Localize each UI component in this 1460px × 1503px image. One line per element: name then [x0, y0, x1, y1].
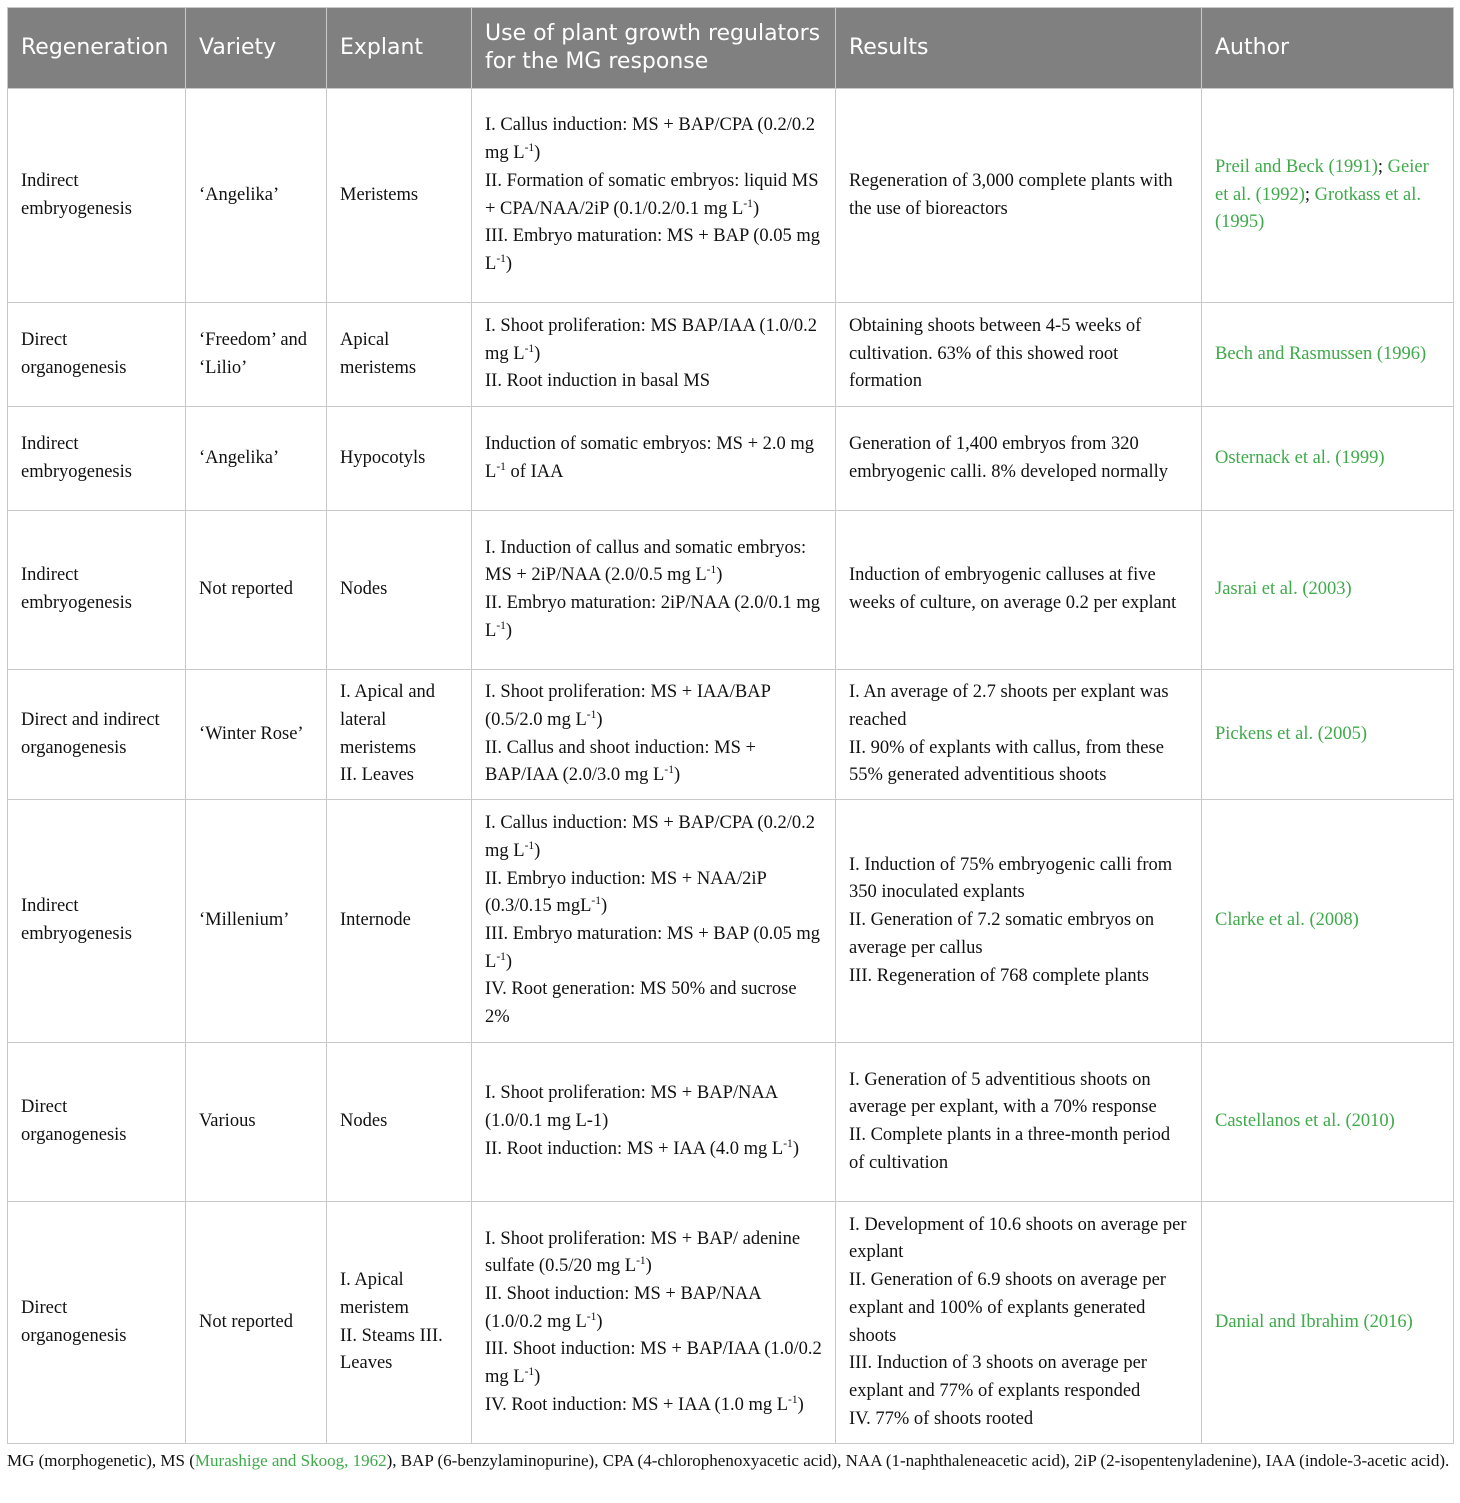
author-reference-link[interactable]: Jasrai et al. (2003) — [1215, 579, 1352, 600]
cell-results — [836, 407, 1202, 511]
table-row — [8, 89, 1454, 303]
table-row — [8, 670, 1454, 800]
cell-explant — [327, 1043, 472, 1202]
result-line: Regeneration of 3,000 complete plants with the use of bioreactors — [849, 170, 1173, 219]
cell-variety: ‘Freedom’ and ‘Lilio’ — [186, 303, 327, 407]
explant-line: II. Leaves — [340, 765, 414, 786]
cell-author — [1202, 1202, 1454, 1444]
regulator-line: II. Root induction in basal MS — [485, 371, 711, 392]
cell-explant — [327, 303, 472, 407]
cell-regulators — [472, 800, 836, 1043]
cell-author — [1202, 800, 1454, 1043]
result-line: I. An average of 2.7 shoots per explant was reached — [849, 682, 1169, 730]
cell-results — [836, 1043, 1202, 1202]
explant-line: Apical meristems — [340, 329, 417, 378]
explant-line: I. Apical and lateral meristems — [340, 682, 436, 758]
cell-author — [1202, 303, 1454, 407]
cell-regulators — [472, 89, 836, 303]
author-reference-link[interactable]: Geier et al. (1992) — [1215, 156, 1429, 205]
cell-explant — [327, 1202, 472, 1444]
cell-variety: ‘Angelika’ — [186, 89, 327, 303]
result-line: I. Induction of 75% embryogenic calli from 350 inoculated explants — [849, 854, 1173, 903]
cell-variety: ‘Winter Rose’ — [186, 670, 327, 800]
author-reference-link[interactable]: Osternack et al. (1999) — [1215, 447, 1385, 468]
cell-results — [836, 800, 1202, 1043]
regeneration-table — [7, 7, 1454, 1444]
cell-results — [836, 1202, 1202, 1444]
regulator-line: II. Embryo induction: MS + NAA/2iP (0.3/0.15 mgL$^{-1}$) — [485, 868, 767, 917]
cell-author — [1202, 89, 1454, 303]
cell-variety: ‘Angelika’ — [186, 407, 327, 511]
regulator-line: II. Shoot induction: MS + BAP/NAA (1.0/0.2 mg $L^{-1}$) — [485, 1283, 761, 1332]
author-reference-link[interactable]: Pickens et al. (2005) — [1215, 723, 1368, 744]
result-line: Induction of embryogenic calluses at five weeks of culture, on average 0.2 per explant — [849, 565, 1177, 613]
author-separator: ; — [1377, 156, 1388, 177]
header-row — [8, 8, 1454, 89]
explant-line: Nodes — [340, 1111, 388, 1132]
header-variety: Variety — [186, 8, 327, 89]
cell-explant — [327, 407, 472, 511]
regulator-line: III. Shoot induction: MS + BAP/IAA (1.0/0.2 mg $L^{-1}$) — [485, 1339, 822, 1388]
result-line: IV. 77% of shoots rooted — [849, 1408, 1034, 1429]
cell-regeneration: Indirect embryogenesis — [8, 511, 186, 670]
regulator-line: II. Root induction: MS + IAA (4.0 mg $L^{-1}$) — [485, 1137, 799, 1159]
cell-author — [1202, 407, 1454, 511]
result-line: I. Development of 10.6 shoots on average per explant — [849, 1214, 1187, 1263]
result-line: II. 90% of explants with callus, from these 55% generated adventitious shoots — [849, 737, 1164, 786]
table-row — [8, 303, 1454, 407]
author-reference-link[interactable]: Clarke et al. (2008) — [1215, 910, 1359, 931]
footnote-reference-link[interactable]: Murashige and Skoog, 1962 — [194, 1451, 387, 1470]
regulator-line: I. Shoot proliferation: MS BAP/IAA (1.0/0.2 mg $L^{-1}$) — [485, 315, 817, 364]
header-growth-regulators: Use of plant growth regulators for the MG response — [472, 8, 836, 89]
regulator-line: III. Embryo maturation: MS + BAP (0.05 mg $L^{-1}$) — [485, 924, 821, 972]
regulator-line: I. Shoot proliferation: MS + BAP/NAA (1.0/0.1 mg L-1) — [485, 1083, 778, 1132]
table-row — [8, 511, 1454, 670]
cell-regulators — [472, 407, 836, 511]
table-row — [8, 800, 1454, 1043]
cell-regeneration: Indirect embryogenesis — [8, 800, 186, 1043]
header-explant: Explant — [327, 8, 472, 89]
explant-line: Meristems — [340, 184, 419, 205]
author-reference-link[interactable]: Grotkass et al. (1995) — [1215, 184, 1422, 233]
cell-regeneration: Indirect embryogenesis — [8, 89, 186, 303]
regulator-line: Induction of somatic embryos: MS + 2.0 mg $L^{-1}$ of IAA — [485, 433, 815, 482]
cell-variety: Not reported — [186, 511, 327, 670]
regulator-line: I. Induction of callus and somatic embryos: MS + 2iP/NAA (2.0/0.5 mg $L^{-1}$) — [485, 537, 807, 586]
result-line: Obtaining shoots between 4-5 weeks of cultivation. 63% of this showed root formation — [849, 315, 1142, 392]
table-body — [8, 89, 1454, 1444]
regulator-line: III. Embryo maturation: MS + BAP (0.05 mg $L^{-1}$) — [485, 226, 821, 274]
cell-explant — [327, 511, 472, 670]
result-line: II. Generation of 7.2 somatic embryos on average per callus — [849, 910, 1155, 958]
regulator-line: I. Shoot proliferation: MS + IAA/BAP (0.5/2.0 mg $L^{-1}$) — [485, 682, 771, 730]
table-footnote — [7, 1448, 1455, 1473]
cell-explant — [327, 670, 472, 800]
explant-line: Internode — [340, 910, 411, 931]
cell-regulators — [472, 670, 836, 800]
explant-line: I. Apical meristem — [340, 1270, 409, 1318]
header-author: Author — [1202, 8, 1454, 89]
regulator-line: I. Shoot proliferation: MS + BAP/ adenine sulfate (0.5/20 mg $L^{-1}$) — [485, 1228, 801, 1277]
cell-author — [1202, 670, 1454, 800]
cell-variety: Various — [186, 1043, 327, 1202]
result-line: I. Generation of 5 adventitious shoots on average per explant, with a 70% response — [849, 1069, 1157, 1118]
cell-regulators — [472, 511, 836, 670]
result-line: II. Generation of 6.9 shoots on average per explant and 100% of explants generated shoots — [849, 1270, 1166, 1346]
cell-regeneration: Direct and indirect organogenesis — [8, 670, 186, 800]
result-line: III. Regeneration of 768 complete plants — [849, 965, 1150, 986]
cell-explant — [327, 800, 472, 1043]
footnote-text: MG (morphogenetic), MS ( — [7, 1451, 195, 1470]
cell-regeneration: Indirect embryogenesis — [8, 407, 186, 511]
cell-regulators — [472, 1043, 836, 1202]
cell-results — [836, 511, 1202, 670]
footnote-text: ), BAP (6-benzylaminopurine), CPA (4-chlorophenoxyacetic acid), NAA (1-naphthaleneacetic acid), 2iP (2-isopentenyladenine), IAA (indole-3-acetic acid). — [386, 1451, 1450, 1470]
header-regeneration: Regeneration — [8, 8, 186, 89]
author-separator: ; — [1304, 184, 1315, 205]
cell-author — [1202, 1043, 1454, 1202]
regulator-line: II. Formation of somatic embryos: liquid MS + CPA/NAA/2iP (0.1/0.2/0.1 mg $L^{-1}$) — [485, 170, 819, 219]
author-reference-link[interactable]: Castellanos et al. (2010) — [1215, 1111, 1395, 1132]
table-header — [8, 8, 1454, 89]
cell-regulators — [472, 1202, 836, 1444]
cell-regeneration: Direct organogenesis — [8, 1202, 186, 1444]
regulator-line: II. Callus and shoot induction: MS + BAP/IAA (2.0/3.0 mg $L^{-1}$) — [485, 737, 756, 786]
cell-author — [1202, 511, 1454, 670]
cell-regeneration: Direct organogenesis — [8, 1043, 186, 1202]
result-line: III. Induction of 3 shoots on average per explant and 77% of explants responded — [849, 1353, 1147, 1401]
cell-results — [836, 670, 1202, 800]
header-results: Results — [836, 8, 1202, 89]
regulator-line: I. Callus induction: MS + BAP/CPA (0.2/0.2 mg $L^{-1}$) — [485, 115, 815, 164]
table-row — [8, 1202, 1454, 1444]
cell-regeneration: Direct organogenesis — [8, 303, 186, 407]
cell-results — [836, 303, 1202, 407]
result-line: Generation of 1,400 embryos from 320 embryogenic calli. 8% developed normally — [849, 433, 1169, 482]
table-container — [7, 7, 1453, 1444]
cell-explant — [327, 89, 472, 303]
regulator-line: I. Callus induction: MS + BAP/CPA (0.2/0.2 mg $L^{-1}$) — [485, 813, 815, 861]
cell-variety: ‘Millenium’ — [186, 800, 327, 1043]
regulator-line: IV. Root induction: MS + IAA (1.0 mg $L^{-1}$) — [485, 1393, 804, 1415]
author-reference-link[interactable]: Preil and Beck (1991) — [1215, 156, 1378, 177]
table-row — [8, 407, 1454, 511]
author-reference-link[interactable]: Danial and Ibrahim (2016) — [1215, 1311, 1413, 1332]
explant-line: Nodes — [340, 579, 388, 600]
regulator-line: II. Embryo maturation: 2iP/NAA (2.0/0.1 mg $L^{-1}$) — [485, 593, 821, 641]
explant-line: Hypocotyls — [340, 447, 426, 468]
regulator-line: IV. Root generation: MS 50% and sucrose 2% — [485, 979, 797, 1028]
cell-results — [836, 89, 1202, 303]
explant-line: II. Steams III. Leaves — [340, 1325, 443, 1374]
cell-regulators — [472, 303, 836, 407]
result-line: II. Complete plants in a three-month period of cultivation — [849, 1125, 1171, 1173]
table-row — [8, 1043, 1454, 1202]
cell-variety: Not reported — [186, 1202, 327, 1444]
author-reference-link[interactable]: Bech and Rasmussen (1996) — [1215, 343, 1427, 364]
